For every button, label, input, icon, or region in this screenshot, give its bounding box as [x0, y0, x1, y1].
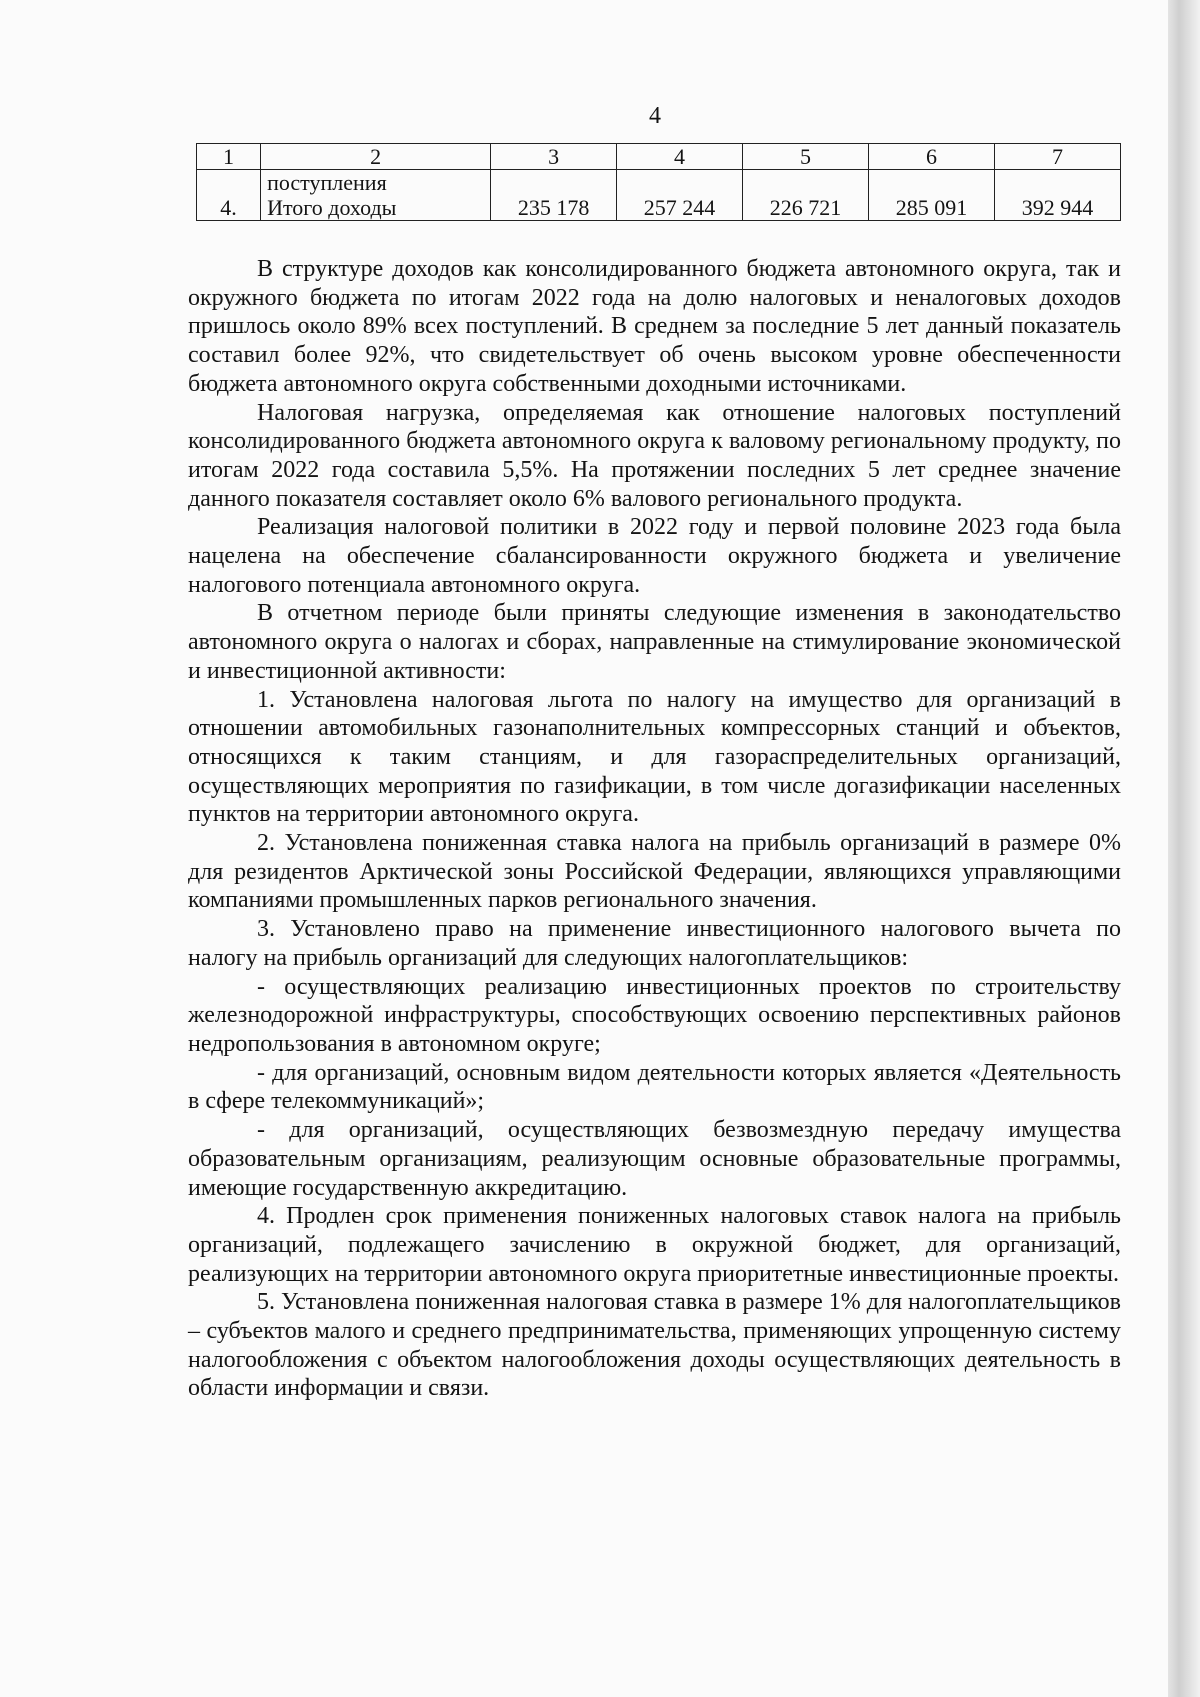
table-cell-row-number: 4. [197, 195, 261, 221]
table-row [197, 170, 1121, 196]
table-cell-label: поступления [261, 170, 491, 196]
page-edge-shadow [1168, 0, 1200, 1697]
revenue-table [196, 143, 1121, 221]
paragraph: В отчетном периоде были приняты следующие изменения в законодательство автономного округа о налогах и сборах, направленные на стимулирование экономической и инвестиционной активности: [188, 600, 1121, 684]
table-header-row [197, 144, 1121, 170]
page-number: 4 [649, 103, 661, 129]
table-header-cell: 4 [617, 144, 743, 170]
list-item-paragraph: 4. Продлен срок применения пониженных налоговых ставок налога на прибыль организаций, подлежащего зачислению в окружной бюджет, для организаций, реализующих на территории автономного округа приоритетные инвестиционные проекты. [188, 1203, 1121, 1287]
table-cell [994, 170, 1120, 196]
table-cell-value: 226 721 [743, 195, 869, 221]
table-cell-value: 235 178 [491, 195, 617, 221]
table-cell-value: 257 244 [617, 195, 743, 221]
document-body [188, 255, 1121, 1403]
dash-list-item: - для организаций, осуществляющих безвозмездную передачу имущества образовательным организациям, реализующим основные образовательные программы, имеющие государственную аккредитацию. [188, 1117, 1121, 1201]
dash-list-item: - осуществляющих реализацию инвестиционных проектов по строительству железнодорожной инфраструктуры, способствующих освоению перспективных районов недропользования в автономном округе; [188, 973, 1121, 1057]
table-header-cell: 7 [994, 144, 1120, 170]
table-header-cell: 5 [743, 144, 869, 170]
table-cell-value: 392 944 [994, 195, 1120, 221]
table-header-cell: 2 [261, 144, 491, 170]
table-row-total [197, 195, 1121, 221]
table-cell-label: Итого доходы [261, 195, 491, 221]
table-header-cell: 3 [491, 144, 617, 170]
table-cell [617, 170, 743, 196]
table-cell [869, 170, 995, 196]
list-item-paragraph: 5. Установлена пониженная налоговая ставка в размере 1% для налогоплательщиков – субъектов малого и среднего предпринимательства, применяющих упрощенную систему налогообложения с объектом налогообложения доходы осуществляющих деятельность в области информации и связи. [188, 1289, 1121, 1402]
dash-list-item: - для организаций, основным видом деятельности которых является «Деятельность в сфере телекоммуникаций»; [188, 1059, 1121, 1115]
list-item-paragraph: 2. Установлена пониженная ставка налога на прибыль организаций в размере 0% для резидентов Арктической зоны Российской Федерации, являющихся управляющими компаниями промышленных парков регионального значения. [188, 830, 1121, 914]
paragraph: В структуре доходов как консолидированного бюджета автономного округа, так и окружного бюджета по итогам 2022 года на долю налоговых и неналоговых доходов пришлось около 89% всех поступлений. В среднем за последние 5 лет данный показатель составил более 92%, что свидетельствует об очень высоком уровне обеспеченности бюджета автономного округа собственными доходными источниками. [188, 256, 1121, 397]
list-item-paragraph: 1. Установлена налоговая льгота по налогу на имущество для организаций в отношении автомобильных газонаполнительных компрессорных станций и объектов, относящихся к таким станциям, и для газораспределительных организаций, осуществляющих мероприятия по газификации, в том числе догазификации населенных пунктов на территории автономного округа. [188, 686, 1121, 828]
paragraph: Налоговая нагрузка, определяемая как отношение налоговых поступлений консолидированного бюджета автономного округа к валовому региональному продукту, по итогам 2022 года составила 5,5%. На протяжении последних 5 лет среднее значение данного показателя составляет около 6% валового регионального продукта. [188, 399, 1121, 512]
table-cell [743, 170, 869, 196]
table-cell [491, 170, 617, 196]
paragraph: Реализация налоговой политики в 2022 году и первой половине 2023 года была нацелена на обеспечение сбалансированности окружного бюджета и увеличение налогового потенциала автономного округа. [188, 514, 1121, 598]
table-cell [197, 170, 261, 196]
table-header-cell: 6 [869, 144, 995, 170]
table-header-cell: 1 [197, 144, 261, 170]
list-item-paragraph: 3. Установлено право на применение инвестиционного налогового вычета по налогу на прибыль организаций для следующих налогоплательщиков: [188, 916, 1121, 971]
table-cell-value: 285 091 [869, 195, 995, 221]
